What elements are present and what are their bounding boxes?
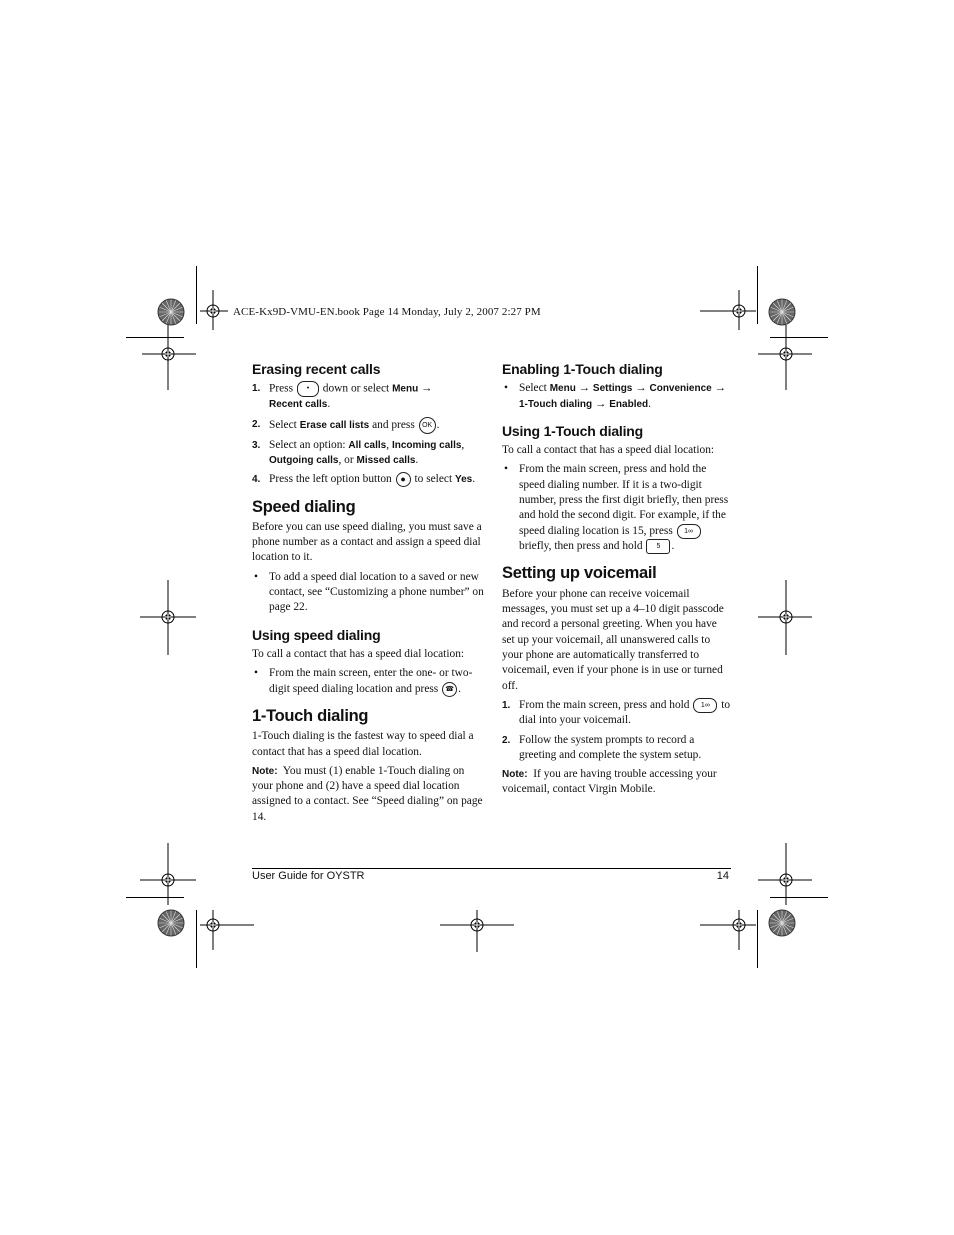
erasing-heading: Erasing recent calls [252, 361, 381, 377]
one-touch-note: Note: You must (1) enable 1-Touch dialing on your phone and (2) have a speed dial location assigned to a contact. See “Speed dialing” on page 14. [252, 764, 483, 823]
right-column [502, 362, 732, 802]
ok-key-icon: OK [419, 417, 436, 434]
one-key-icon: 1∞ [677, 524, 701, 539]
list-item: • From the main screen, enter the one- or two-digit speed dialing location and press ☎ . [254, 667, 473, 695]
using-one-touch-intro: To call a contact that has a speed dial location: [502, 444, 715, 457]
left-option-key-icon: ● [396, 472, 411, 487]
list-item: 4. Press the left option button ● to select Yes. [252, 473, 476, 486]
list-item: • From the main screen, press and hold the speed dialing number. If it is a two-digit number, press the first digit briefly, then press and hold the second digit. For example, if the speed dialing location is 15, press 1∞ briefly, then press and hold 5 . [504, 463, 729, 553]
one-touch-heading: 1-Touch dialing [252, 706, 369, 725]
list-item: • To add a speed dial location to a saved or new contact, see “Customizing a phone number” on page 22. [254, 570, 484, 614]
voicemail-heading: Setting up voicemail [502, 564, 657, 583]
voicemail-intro: Before your phone can receive voicemail messages, you must set up a 4–10 digit passcode and record a personal greeting. When you have set up your voicemail, all unanswered calls to your phone are automatically transferred to voicemail, even if your phone is in use or turned off. [502, 587, 724, 692]
using-speed-dialing-heading: Using speed dialing [252, 626, 381, 643]
left-column [252, 362, 484, 829]
speed-dialing-heading: Speed dialing [252, 497, 356, 516]
voicemail-note: Note: If you are having trouble accessing your voicemail, contact Virgin Mobile. [502, 768, 717, 796]
enabling-heading: Enabling 1-Touch dialing [502, 361, 663, 377]
using-speed-dialing-intro: To call a contact that has a speed dial location: [252, 647, 465, 660]
send-key-icon: ☎ [442, 682, 457, 697]
using-one-touch-heading: Using 1-Touch dialing [502, 422, 643, 439]
list-item: 1. From the main screen, press and hold 1∞ to dial into your voicemail. [502, 698, 731, 727]
five-key-icon: 5 [646, 539, 670, 554]
list-item: 3. Select an option: All calls, Incoming calls, Outgoing calls, or Missed calls. [252, 438, 465, 466]
footer-title: User Guide for OYSTR [252, 870, 365, 882]
list-item: 1. Press • down or select Menu → Recent calls. [252, 382, 433, 411]
one-key-icon: 1∞ [693, 698, 717, 713]
erasing-steps [252, 381, 484, 487]
nav-key-icon: • [297, 381, 319, 397]
list-item: 2. Select Erase call lists and press OK . [252, 417, 484, 434]
one-touch-intro: 1-Touch dialing is the fastest way to speed dial a contact that has a speed dial location. [252, 730, 474, 758]
list-item: 2. Follow the system prompts to record a greeting and complete the system setup. [502, 733, 702, 761]
speed-dialing-intro: Before you can use speed dialing, you must save a phone number as a contact and assign a speed dial location to it. [252, 520, 482, 564]
page-footer [252, 868, 731, 882]
print-header: ACE-Kx9D-VMU-EN.book Page 14 Monday, July 2, 2007 2:27 PM [233, 306, 541, 318]
page-number: 14 [716, 870, 729, 882]
list-item: • Select Menu → Settings → Convenience → 1-Touch dialing → Enabled. [504, 382, 726, 410]
